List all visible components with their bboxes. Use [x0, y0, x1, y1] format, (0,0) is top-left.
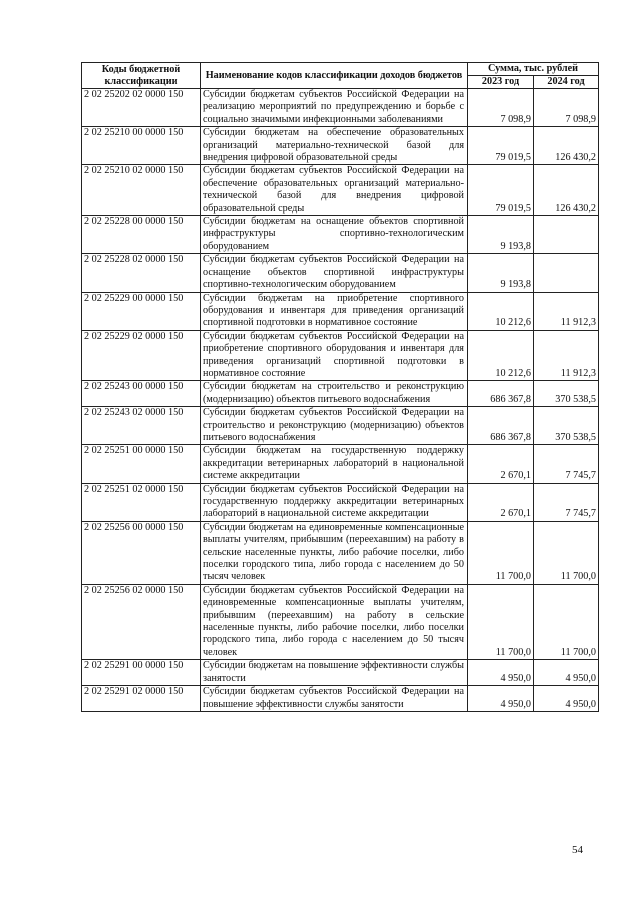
table-row: [82, 165, 599, 216]
row-code: 2 02 25256 02 0000 150: [82, 584, 201, 659]
row-name: Субсидии бюджетам субъектов Российской Федерации на единовременные компенсационные выплаты учителям, прибывшим (переехавшим) на работу в сельские населенные пункты, либо рабочие поселки, либо поселки городского типа, либо города с населением до 50 тысяч человек: [201, 584, 468, 659]
row-amount-2024: 4 950,0: [534, 686, 599, 712]
row-code: 2 02 25243 02 0000 150: [82, 407, 201, 445]
row-code: 2 02 25210 02 0000 150: [82, 165, 201, 216]
table-row: [82, 127, 599, 165]
row-amount-2024: 7 745,7: [534, 483, 599, 521]
row-code: 2 02 25228 02 0000 150: [82, 254, 201, 292]
row-name: Субсидии бюджетам субъектов Российской Федерации на повышение эффективности службы занятости: [201, 686, 468, 712]
row-amount-2024: 11 700,0: [534, 584, 599, 659]
row-amount-2024: 11 912,3: [534, 330, 599, 381]
row-code: 2 02 25243 00 0000 150: [82, 381, 201, 407]
table-row: [82, 521, 599, 584]
row-amount-2023: 2 670,1: [468, 445, 534, 483]
row-name: Субсидии бюджетам субъектов Российской Федерации на реализацию мероприятий по предупреждению и борьбе с социально значимыми инфекционными заболеваниями: [201, 89, 468, 127]
table-row: [82, 584, 599, 659]
row-amount-2024: [534, 254, 599, 292]
row-amount-2024: 370 538,5: [534, 381, 599, 407]
header-names: Наименование кодов классификации доходов бюджетов: [201, 63, 468, 89]
header-year-2024: 2024 год: [534, 76, 599, 89]
row-code: 2 02 25229 00 0000 150: [82, 292, 201, 330]
row-code: 2 02 25202 02 0000 150: [82, 89, 201, 127]
row-code: 2 02 25229 02 0000 150: [82, 330, 201, 381]
row-code: 2 02 25228 00 0000 150: [82, 216, 201, 254]
row-amount-2024: 11 700,0: [534, 521, 599, 584]
table-body: [82, 89, 599, 712]
table-row: [82, 686, 599, 712]
page-number: 54: [572, 844, 583, 856]
row-amount-2023: 686 367,8: [468, 407, 534, 445]
row-name: Субсидии бюджетам на оснащение объектов спортивной инфраструктуры спортивно-технологическим оборудованием: [201, 216, 468, 254]
row-code: 2 02 25256 00 0000 150: [82, 521, 201, 584]
header-sum: Сумма, тыс. рублей: [468, 63, 599, 76]
row-name: Субсидии бюджетам на приобретение спортивного оборудования и инвентаря для приведения организаций спортивной подготовки в нормативное состояние: [201, 292, 468, 330]
row-name: Субсидии бюджетам на государственную поддержку аккредитации ветеринарных лабораторий в национальной системе аккредитации: [201, 445, 468, 483]
table-row: [82, 407, 599, 445]
row-name: Субсидии бюджетам на повышение эффективности службы занятости: [201, 660, 468, 686]
row-amount-2023: 4 950,0: [468, 660, 534, 686]
row-code: 2 02 25291 00 0000 150: [82, 660, 201, 686]
row-amount-2024: [534, 216, 599, 254]
table-row: [82, 330, 599, 381]
table-row: [82, 445, 599, 483]
row-amount-2023: 9 193,8: [468, 254, 534, 292]
row-name: Субсидии бюджетам субъектов Российской Федерации на строительство и реконструкцию (модернизацию) объектов питьевого водоснабжения: [201, 407, 468, 445]
table-row: [82, 89, 599, 127]
row-amount-2023: 10 212,6: [468, 330, 534, 381]
row-amount-2024: 370 538,5: [534, 407, 599, 445]
row-name: Субсидии бюджетам субъектов Российской Федерации на государственную поддержку аккредитации ветеринарных лабораторий в национальной системе аккредитации: [201, 483, 468, 521]
table-row: [82, 660, 599, 686]
row-amount-2024: 126 430,2: [534, 165, 599, 216]
row-amount-2024: 11 912,3: [534, 292, 599, 330]
table-row: [82, 483, 599, 521]
table-row: [82, 381, 599, 407]
row-code: 2 02 25291 02 0000 150: [82, 686, 201, 712]
row-amount-2023: 79 019,5: [468, 127, 534, 165]
row-amount-2024: 126 430,2: [534, 127, 599, 165]
row-amount-2023: 11 700,0: [468, 584, 534, 659]
row-amount-2023: 79 019,5: [468, 165, 534, 216]
row-amount-2023: 7 098,9: [468, 89, 534, 127]
row-code: 2 02 25251 02 0000 150: [82, 483, 201, 521]
table-row: [82, 216, 599, 254]
row-amount-2024: 4 950,0: [534, 660, 599, 686]
row-amount-2023: 9 193,8: [468, 216, 534, 254]
row-amount-2024: 7 745,7: [534, 445, 599, 483]
row-code: 2 02 25210 00 0000 150: [82, 127, 201, 165]
table-row: [82, 254, 599, 292]
row-name: Субсидии бюджетам на обеспечение образовательных организаций материально-технической базой для внедрения цифровой образовательной среды: [201, 127, 468, 165]
row-amount-2023: 10 212,6: [468, 292, 534, 330]
header-year-2023: 2023 год: [468, 76, 534, 89]
row-name: Субсидии бюджетам субъектов Российской Федерации на обеспечение образовательных организаций материально-технической базой для внедрения цифровой образовательной среды: [201, 165, 468, 216]
row-code: 2 02 25251 00 0000 150: [82, 445, 201, 483]
row-name: Субсидии бюджетам на единовременные компенсационные выплаты учителям, прибывшим (переехавшим) на работу в сельские населенные пункты, либо рабочие поселки, либо поселки городского типа, либо города с населением до 50 тысяч человек: [201, 521, 468, 584]
row-name: Субсидии бюджетам субъектов Российской Федерации на оснащение объектов спортивной инфраструктуры спортивно-технологическим оборудованием: [201, 254, 468, 292]
row-amount-2024: 7 098,9: [534, 89, 599, 127]
row-amount-2023: 2 670,1: [468, 483, 534, 521]
row-name: Субсидии бюджетам на строительство и реконструкцию (модернизацию) объектов питьевого водоснабжения: [201, 381, 468, 407]
row-amount-2023: 686 367,8: [468, 381, 534, 407]
budget-revenue-table: [81, 62, 599, 712]
table-header: [82, 63, 599, 89]
row-amount-2023: 11 700,0: [468, 521, 534, 584]
row-name: Субсидии бюджетам субъектов Российской Федерации на приобретение спортивного оборудования и инвентаря для приведения организаций спортивной подготовки в нормативное состояние: [201, 330, 468, 381]
row-amount-2023: 4 950,0: [468, 686, 534, 712]
header-codes: Коды бюджетной классификации: [82, 63, 201, 89]
table-row: [82, 292, 599, 330]
